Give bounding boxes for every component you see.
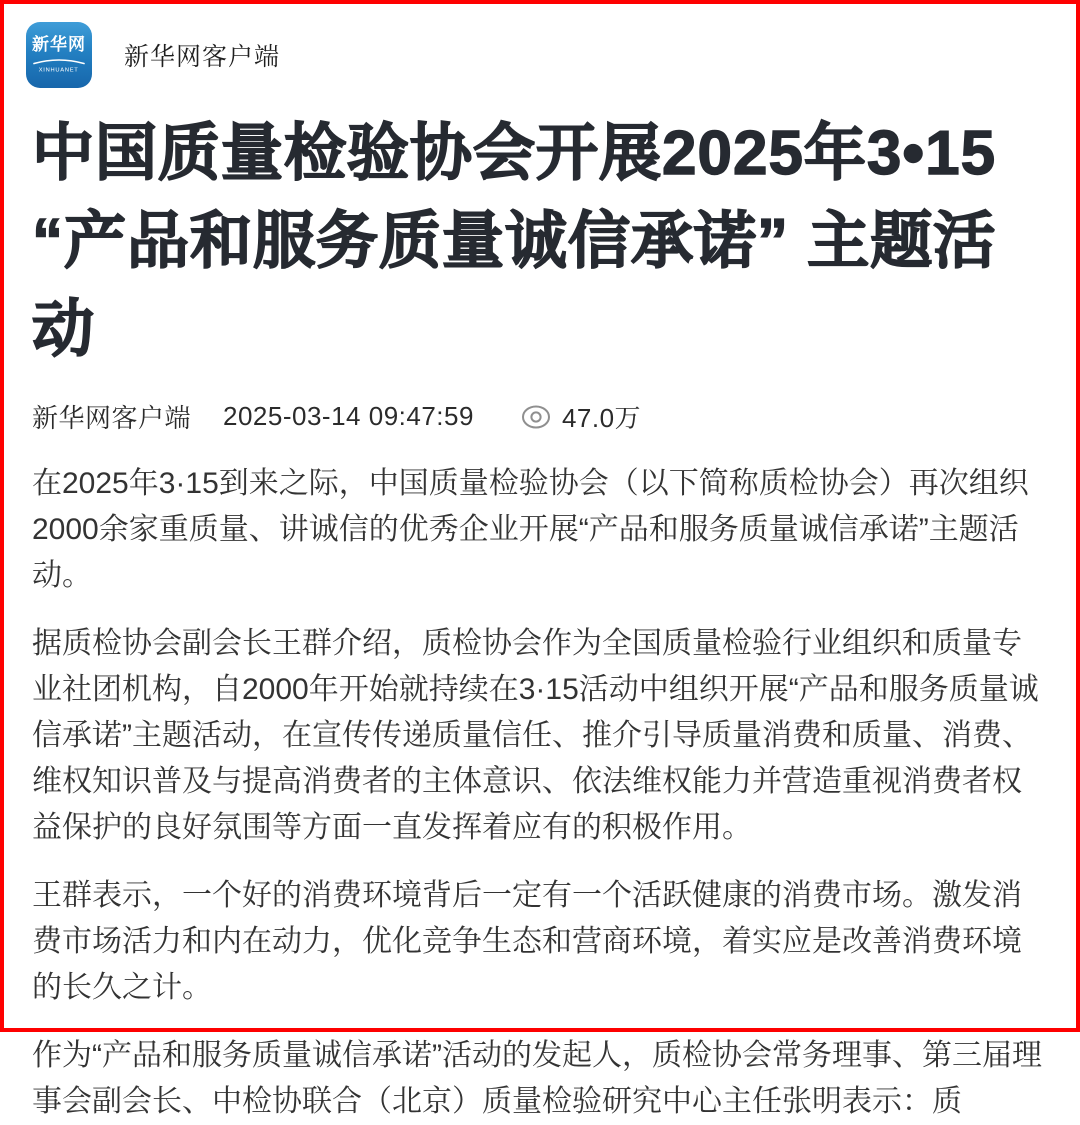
logo-title: 新华网 [32, 35, 86, 54]
article-title [32, 110, 1048, 374]
article-page [4, 4, 1076, 1125]
publish-datetime: 2025-03-14 09:47:59 [223, 401, 474, 431]
logo-subtitle: XINHUANET [39, 66, 79, 73]
article-source: 新华网客户端 [32, 403, 192, 433]
app-name: 新华网客户端 [124, 43, 281, 71]
paragraph: 作为“产品和服务质量诚信承诺”活动的发起人，质检协会常务理事、第三届理事会副会长、中检协联合（北京）质量检验研究中心主任张明表示：质 [32, 1039, 1042, 1118]
eye-icon [520, 401, 552, 433]
paragraph: 王群表示，一个好的消费环境背后一定有一个活跃健康的消费市场。激发消费市场活力和内在动力，优化竞争生态和营商环境，着实应是改善消费环境的长久之计。 [32, 879, 1022, 1004]
article-meta [32, 398, 1048, 435]
xinhuanet-logo[interactable] [26, 22, 92, 88]
logo-swoosh-icon [32, 56, 86, 65]
article-body [32, 461, 1048, 1125]
article-title-line2: “产品和服务质量诚信承诺” 主题活动 [32, 207, 997, 364]
view-count-value: 47.0万 [561, 403, 642, 433]
paragraph: 据质检协会副会长王群介绍，质检协会作为全国质量检验行业组织和质量专业社团机构，自2000年开始就持续在3·15活动中组织开展“产品和服务质量诚信承诺”主题活动，在宣传传递质量信任、推介引导质量消费和质量、消费、维权知识普及与提高消费者的主体意识、依法维权能力并营造重视消费者权益保护的良好氛围等方面一直发挥着应有的积极作用。 [32, 627, 1039, 844]
view-count [520, 398, 641, 435]
app-header [4, 4, 1076, 88]
article-title-line1: 中国质量检验协会开展2025年3•15 [32, 119, 997, 188]
paragraph: 在2025年3·15到来之际，中国质量检验协会（以下简称质检协会）再次组织2000余家重质量、讲诚信的优秀企业开展“产品和服务质量诚信承诺”主题活动。 [32, 467, 1029, 592]
